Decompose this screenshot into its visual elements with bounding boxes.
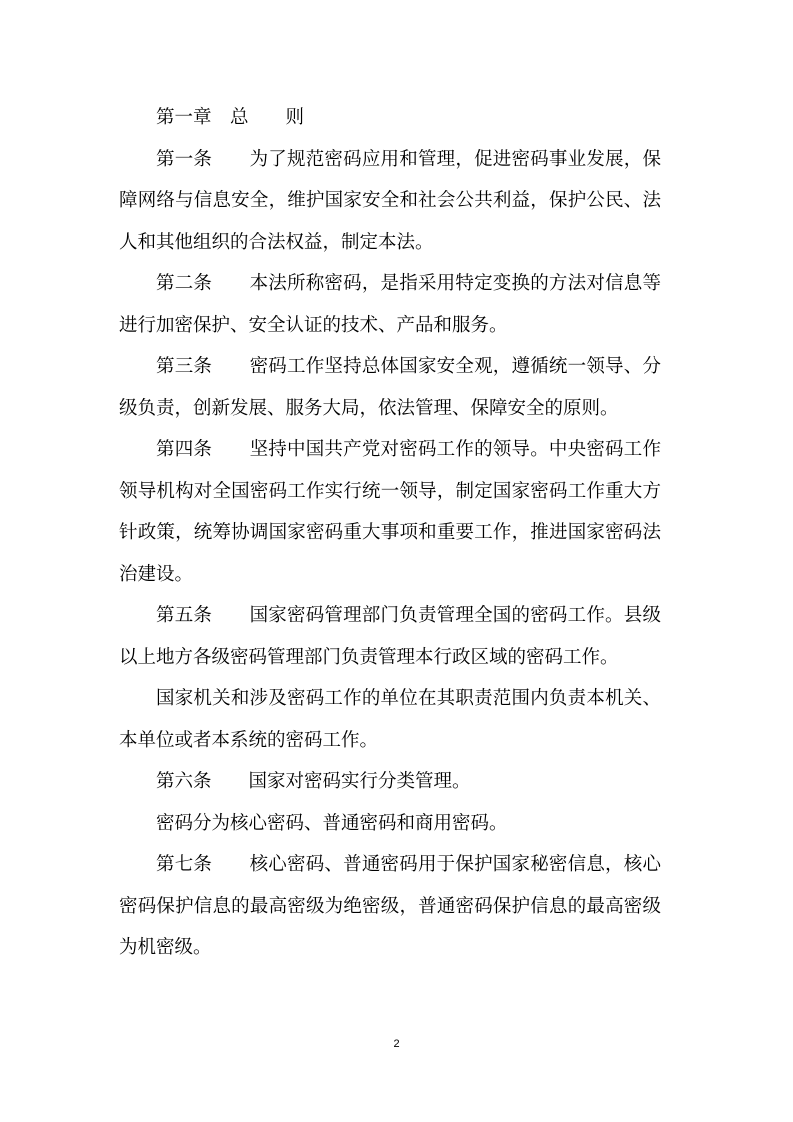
article-text: 坚持中国共产党对密码工作的领导。中央密码工作领导机构对全国密码工作实行统一领导，制定国家密码工作重大方针政策，统筹协调国家密码重大事项和重要工作，推进国家密码法治建设。 [119, 439, 661, 585]
article-number: 第七条 [156, 854, 213, 875]
article-number: 第四条 [156, 439, 213, 460]
article-text: 核心密码、普通密码用于保护国家秘密信息，核心密码保护信息的最高密级为绝密级，普通密码保护信息的最高密级为机密级。 [119, 854, 661, 958]
paragraph-text: 密码分为核心密码、普通密码和商用密码。 [156, 812, 508, 834]
article-number: 第五条 [156, 605, 213, 626]
article-paragraph [119, 429, 661, 595]
article-text: 本法所称密码，是指采用特定变换的方法对信息等进行加密保护、安全认证的技术、产品和服务。 [119, 273, 661, 336]
document-body [119, 97, 661, 969]
article-text: 国家对密码实行分类管理。 [248, 771, 471, 792]
chapter-heading: 第一章 总 则 [156, 107, 305, 128]
article-text: 为了规范密码应用和管理，促进密码事业发展，保障网络与信息安全，维护国家安全和社会公共利益，保护公民、法人和其他组织的合法权益，制定本法。 [119, 148, 661, 253]
article-text: 国家密码管理部门负责管理全国的密码工作。县级以上地方各级密码管理部门负责管理本行政区域的密码工作。 [119, 605, 661, 668]
article-paragraph [119, 346, 661, 429]
article-number: 第三条 [156, 356, 213, 377]
article-paragraph [119, 844, 661, 969]
paragraph-text: 国家机关和涉及密码工作的单位在其职责范围内负责本机关、本单位或者本系统的密码工作。 [119, 688, 661, 751]
page-number: 2 [393, 1038, 400, 1050]
article-number: 第一条 [156, 148, 213, 170]
article-text: 密码工作坚持总体国家安全观，遵循统一领导、分级负责，创新发展、服务大局，依法管理、保障安全的原则。 [119, 356, 661, 419]
article-paragraph [119, 761, 661, 803]
article-paragraph [119, 139, 661, 264]
body-paragraph [119, 678, 661, 761]
article-number: 第六条 [156, 771, 212, 792]
body-paragraph [119, 803, 661, 845]
article-number: 第二条 [156, 273, 213, 294]
article-paragraph [119, 595, 661, 678]
article-paragraph [119, 263, 661, 346]
